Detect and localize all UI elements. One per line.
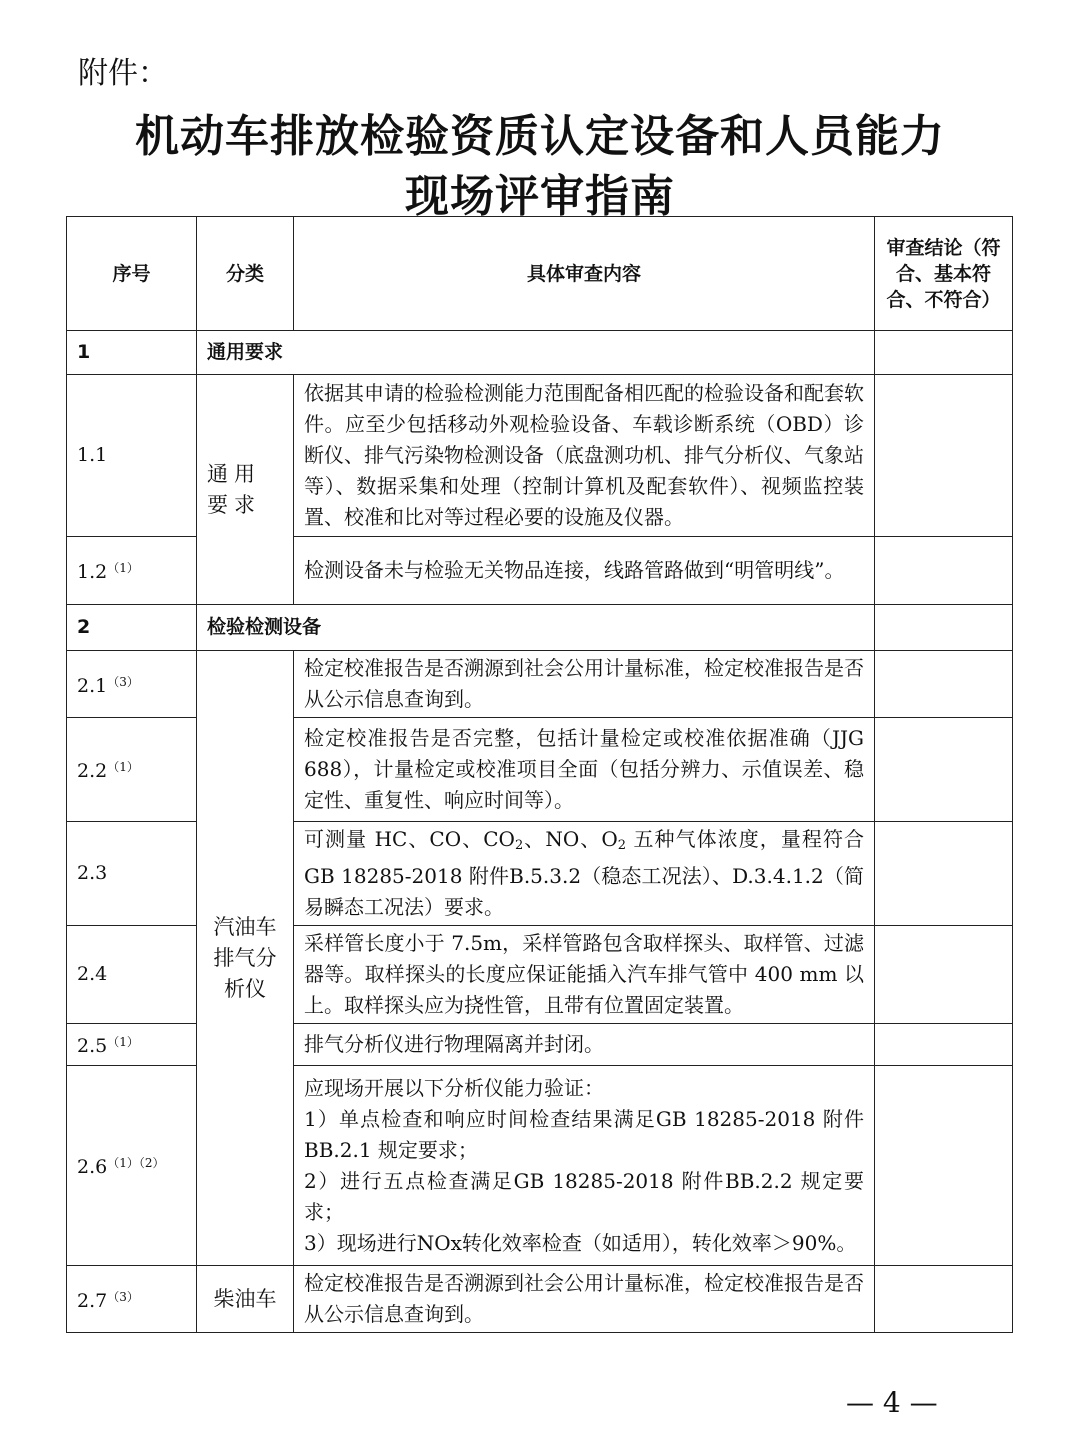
result-cell[interactable] [875, 537, 1013, 605]
result-cell[interactable] [875, 822, 1013, 926]
result-cell[interactable] [875, 605, 1013, 651]
section-row-2 [67, 605, 1013, 651]
row-no: 2.3 [67, 822, 197, 926]
row-category: 柴油车 [197, 1266, 294, 1333]
row-content: 检定校准报告是否完整，包括计量检定或校准依据准确（JJG 688），计量检定或校准项目全面（包括分辨力、示值误差、稳定性、重复性、响应时间等）。 [294, 718, 875, 822]
content-line: 2）进行五点检查满足GB 18285-2018 附件BB.2.2 规定要求； [304, 1168, 864, 1224]
result-cell[interactable] [875, 1266, 1013, 1333]
content-line: 3）现场进行NOx转化效率检查（如适用），转化效率＞90%。 [304, 1230, 857, 1255]
section-no: 1 [67, 331, 197, 375]
document-subtitle: 现场评审指南 [405, 171, 675, 222]
review-table [66, 216, 1013, 1333]
result-cell[interactable] [875, 718, 1013, 822]
row-no: $2.2^{(1)}$ [67, 718, 197, 822]
result-cell[interactable] [875, 331, 1013, 375]
row-no: $1.2^{(1)}$ [67, 537, 197, 605]
row-content: 依据其申请的检验检测能力范围配备相匹配的检验设备和配套软件。应至少包括移动外观检验设备、车载诊断系统（OBD）诊断仪、排气污染物检测设备（底盘测功机、排气分析仪、气象站等）、数据采集和处理（控制计算机及配套软件）、视频监控装置、校准和比对等过程必要的设施及仪器。 [294, 375, 875, 537]
row-content: 检测设备未与检验无关物品连接，线路管路做到“明管明线”。 [294, 537, 875, 605]
section-title: 检验检测设备 [197, 605, 875, 651]
header-no: 序号 [67, 217, 197, 331]
document-title: 机动车排放检验资质认定设备和人员能力 [135, 111, 945, 162]
row-no: $2.7^{(3)}$ [67, 1266, 197, 1333]
content-line: 应现场开展以下分析仪能力验证： [304, 1075, 604, 1100]
section-title: 通用要求 [197, 331, 875, 375]
section-no: 2 [67, 605, 197, 651]
header-content: 具体审查内容 [294, 217, 875, 331]
header-result: 审查结论（符合、基本符合、不符合） [875, 217, 1013, 331]
section-row-1 [67, 331, 1013, 375]
row-content: 可测量 HC、CO、$CO_2$、NO、$O_2$ 五种气体浓度，量程符合 GB 18285-2018 附件B.5.3.2（稳态工况法）、D.3.4.1.2（简易瞬态工况法）要求。 [294, 822, 875, 926]
row-content: 排气分析仪进行物理隔离并封闭。 [294, 1024, 875, 1066]
result-cell[interactable] [875, 1024, 1013, 1066]
table-row [67, 1266, 1013, 1333]
attachment-label: 附件： [78, 56, 168, 91]
row-no: 2.4 [67, 926, 197, 1024]
page-number: — 4 — [846, 1386, 938, 1419]
header-category: 分类 [197, 217, 294, 331]
row-no: $2.1^{(3)}$ [67, 651, 197, 718]
result-cell[interactable] [875, 1066, 1013, 1266]
content-line: 1）单点检查和响应时间检查结果满足GB 18285-2018 附件BB.2.1 规定要求； [304, 1106, 864, 1162]
table-row [67, 651, 1013, 718]
row-no: $2.6^{(1)(2)}$ [67, 1066, 197, 1266]
row-content: 检定校准报告是否溯源到社会公用计量标准，检定校准报告是否从公示信息查询到。 [294, 1266, 875, 1333]
row-content: 检定校准报告是否溯源到社会公用计量标准，检定校准报告是否从公示信息查询到。 [294, 651, 875, 718]
result-cell[interactable] [875, 651, 1013, 718]
result-cell[interactable] [875, 375, 1013, 537]
row-no: $2.5^{(1)}$ [67, 1024, 197, 1066]
row-content [294, 1066, 875, 1266]
result-cell[interactable] [875, 926, 1013, 1024]
table-row [67, 375, 1013, 537]
row-no: 1.1 [67, 375, 197, 537]
row-category: 通用要求 [197, 375, 294, 605]
table-header-row [67, 217, 1013, 331]
row-content: 采样管长度小于 7.5m，采样管路包含取样探头、取样管、过滤器等。取样探头的长度应保证能插入汽车排气管中 400 mm 以上。取样探头应为挠性管，且带有位置固定装置。 [294, 926, 875, 1024]
row-category: 汽油车排气分析仪 [197, 651, 294, 1266]
